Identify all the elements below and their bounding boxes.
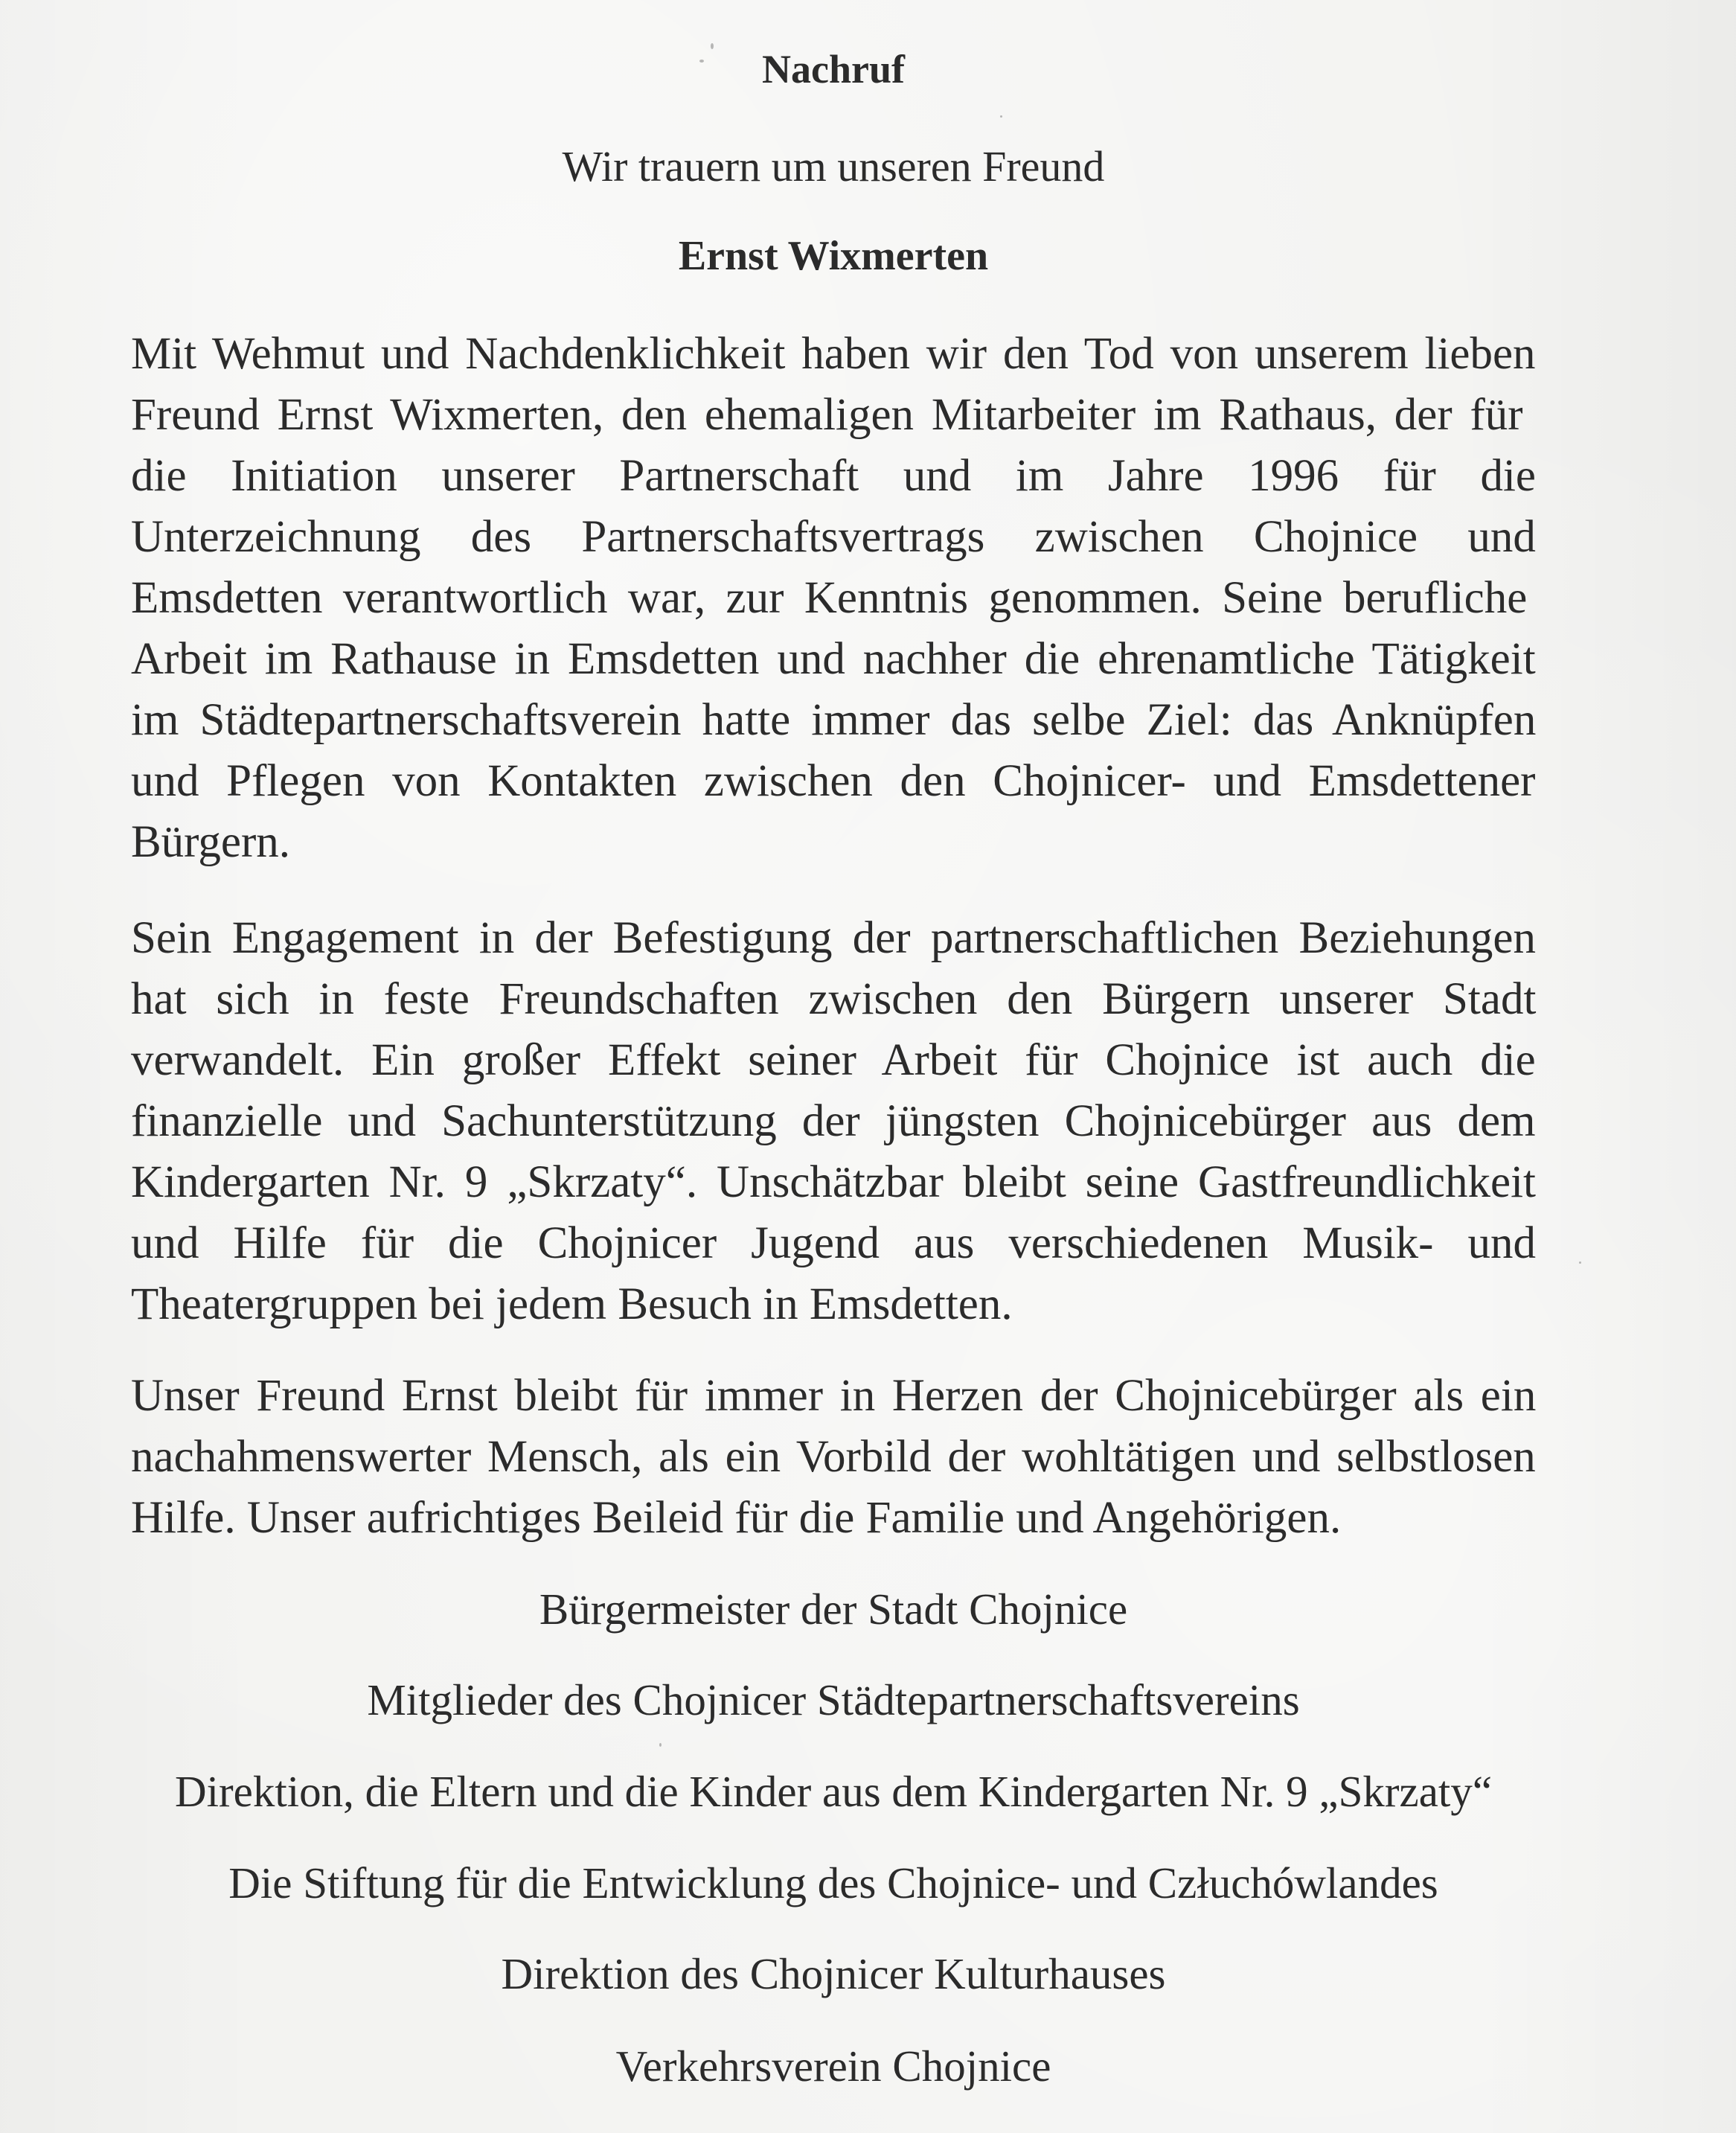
paragraph-line: Kindergarten Nr. 9 „Skrzaty“. Unschätzbar bleibt seine Gastfreundlichkeit	[131, 1157, 1536, 1207]
paragraph-line: Emsdetten verantwortlich war, zur Kenntnis genommen. Seine berufliche	[131, 573, 1528, 623]
paragraph-line: nachahmenswerter Mensch, als ein Vorbild der wohltätigen und selbstlosen	[131, 1432, 1536, 1482]
document-title: Nachruf	[762, 47, 905, 92]
signatory-tourism-association: Verkehrsverein Chojnice	[615, 2041, 1051, 2091]
paper-speck	[699, 60, 704, 63]
paragraph-line: und Pflegen von Kontakten zwischen den Chojnicer- und Emsdettener	[131, 756, 1536, 806]
document-subtitle: Wir trauern um unseren Freund	[562, 142, 1105, 191]
paragraph-line: Hilfe. Unser aufrichtiges Beileid für die Familie und Angehörigen.	[131, 1493, 1342, 1543]
signatory-culture-house: Direktion des Chojnicer Kulturhauses	[501, 1949, 1166, 1998]
paragraph-line: Sein Engagement in der Befestigung der partnerschaftlichen Beziehungen	[131, 913, 1536, 963]
signatory-kindergarten: Direktion, die Eltern und die Kinder aus dem Kindergarten Nr. 9 „Skrzaty“	[174, 1767, 1493, 1816]
paragraph-1	[131, 324, 1536, 873]
paragraph-line: im Städtepartnerschaftsverein hatte immer das selbe Ziel: das Anknüpfen	[131, 695, 1537, 745]
paragraph-line: und Hilfe für die Chojnicer Jugend aus verschiedenen Musik- und	[131, 1218, 1537, 1268]
paragraph-line: finanzielle und Sachunterstützung der jüngsten Chojnicebürger aus dem	[131, 1096, 1536, 1146]
signatory-partnership-association: Mitglieder des Chojnicer Städtepartnerschaftsvereins	[367, 1675, 1300, 1724]
signatory-foundation: Die Stiftung für die Entwicklung des Chojnice- und Człuchówlandes	[228, 1858, 1438, 1907]
paper-speck	[1000, 115, 1002, 118]
paragraph-2	[131, 908, 1536, 1335]
paragraph-line: Arbeit im Rathause in Emsdetten und nachher die ehrenamtliche Tätigkeit	[131, 634, 1536, 684]
paragraph-line: Unser Freund Ernst bleibt für immer in Herzen der Chojnicebürger als ein	[131, 1371, 1537, 1421]
deceased-name: Ernst Wixmerten	[678, 233, 989, 279]
paragraph-line: die Initiation unserer Partnerschaft und im Jahre 1996 für die	[131, 451, 1536, 501]
paragraph-line: Unterzeichnung des Partnerschaftsvertrags zwischen Chojnice und	[131, 512, 1536, 562]
paragraph-line: verwandelt. Ein großer Effekt seiner Arbeit für Chojnice ist auch die	[131, 1035, 1536, 1085]
paragraph-3	[131, 1366, 1536, 1549]
paragraph-line: Freund Ernst Wixmerten, den ehemaligen Mitarbeiter im Rathaus, der für	[131, 390, 1523, 440]
paragraph-line: Mit Wehmut und Nachdenklichkeit haben wir den Tod von unserem lieben	[131, 329, 1536, 379]
paper-speck	[659, 1743, 662, 1747]
paper-speck	[711, 43, 714, 49]
paper-speck	[1579, 1261, 1581, 1264]
signatory-mayor: Bürgermeister der Stadt Chojnice	[539, 1584, 1128, 1634]
paragraph-line: hat sich in feste Freundschaften zwischen den Bürgern unserer Stadt	[131, 974, 1537, 1024]
paragraph-line: Theatergruppen bei jedem Besuch in Emsdetten.	[131, 1279, 1013, 1329]
paragraph-line: Bürgern.	[131, 817, 291, 867]
